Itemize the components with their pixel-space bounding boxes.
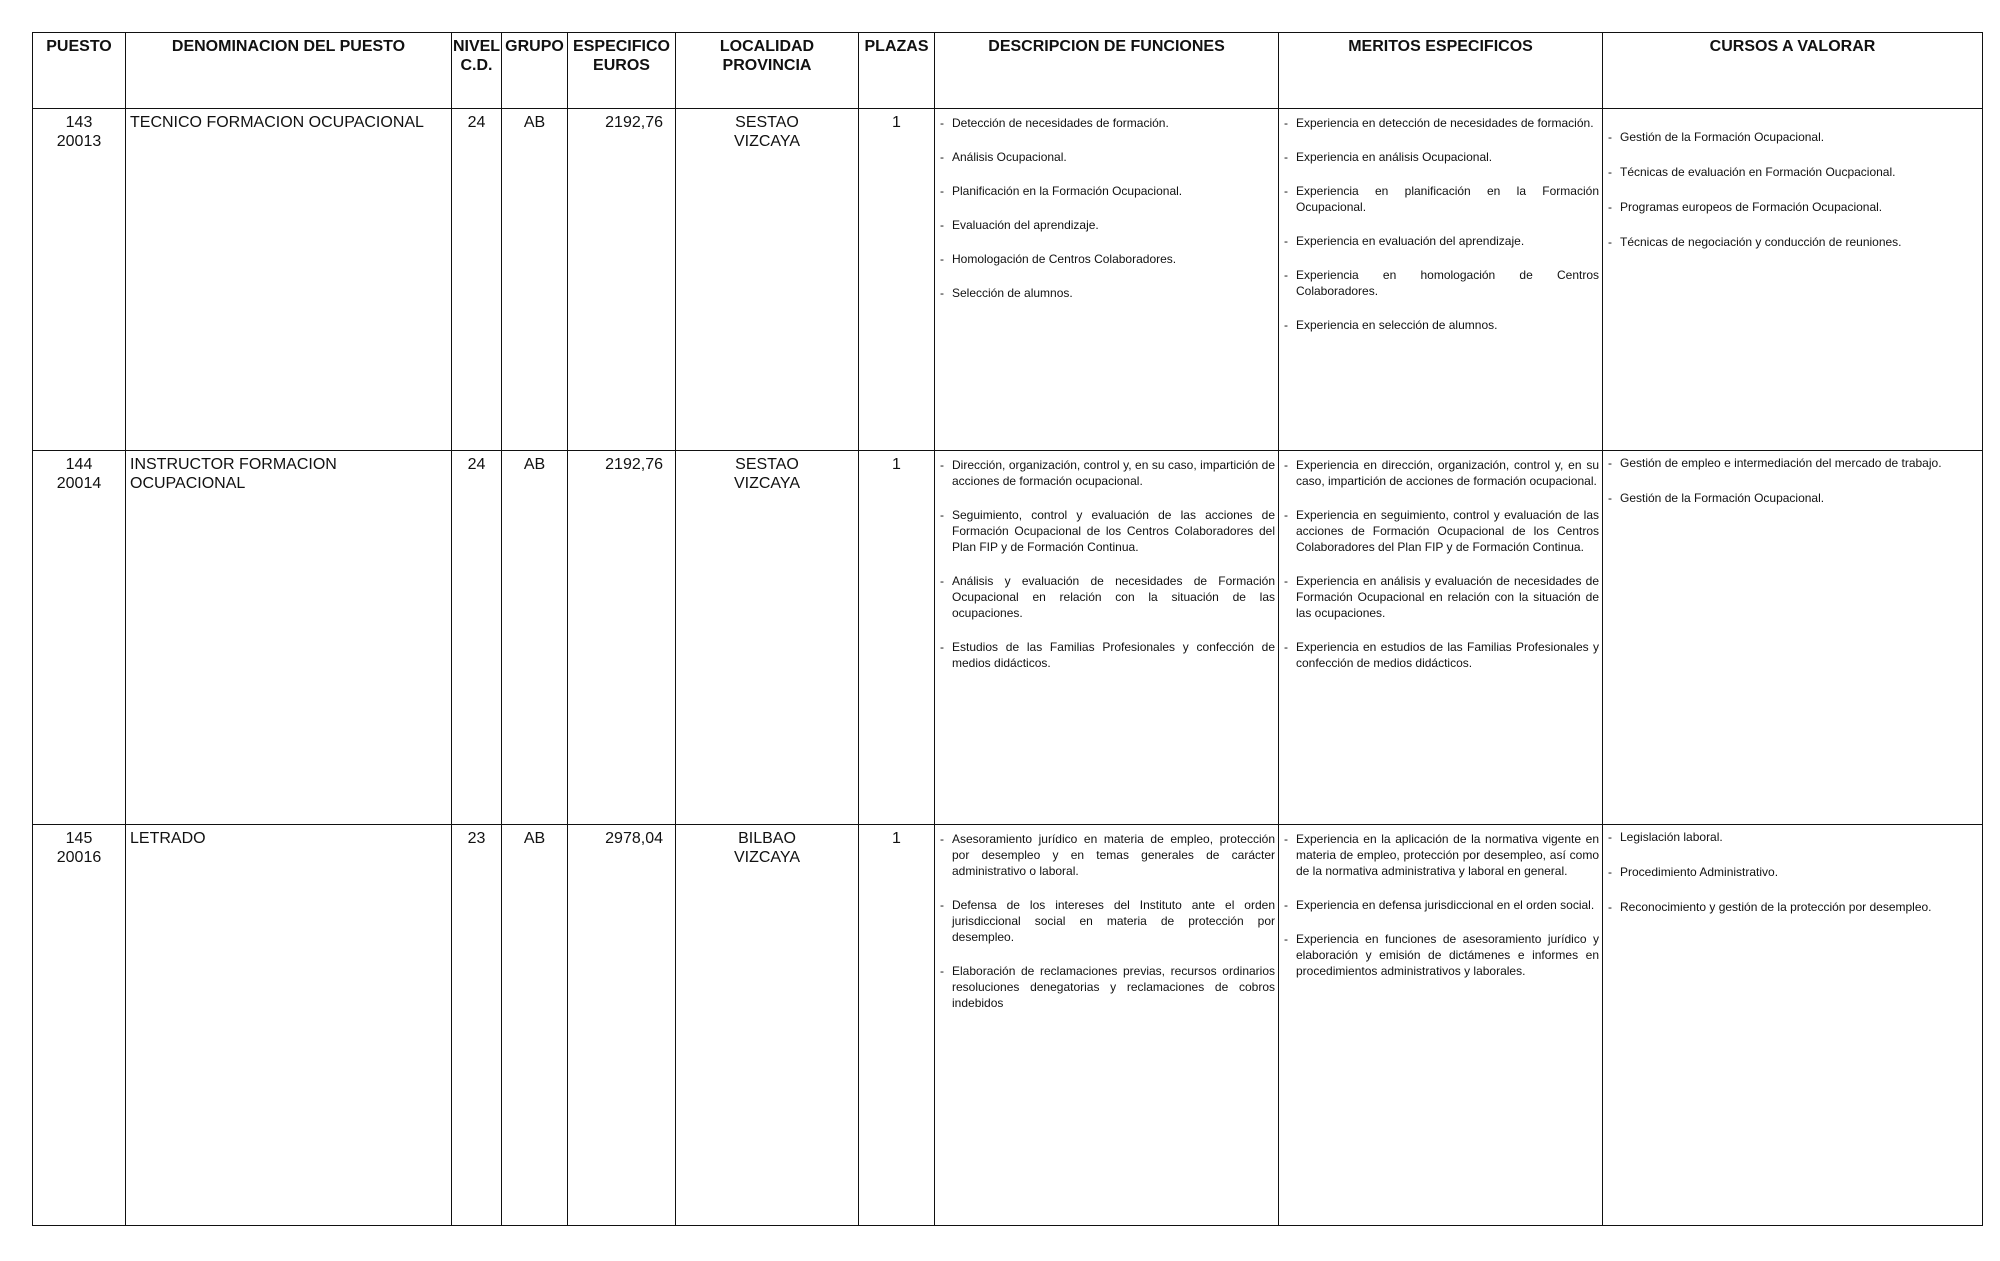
list-item: - Gestión de la Formación Ocupacional. bbox=[1606, 490, 1979, 506]
list-item: - Defensa de los intereses del Instituto ante el orden jurisdiccional social en materia de protección por desempleo. bbox=[938, 897, 1275, 945]
funciones-cell bbox=[935, 109, 1279, 451]
list-item: - Asesoramiento jurídico en materia de empleo, protección por desempleo y en temas generales de carácter administrativo o laboral. bbox=[938, 831, 1275, 879]
header-descripcion: DESCRIPCION DE FUNCIONES bbox=[935, 33, 1279, 109]
meritos-cell bbox=[1279, 825, 1603, 1226]
list-item: - Procedimiento Administrativo. bbox=[1606, 864, 1979, 880]
list-item: - Análisis y evaluación de necesidades de Formación Ocupacional en relación con la situación de las ocupaciones. bbox=[938, 573, 1275, 621]
list-item: - Planificación en la Formación Ocupacional. bbox=[938, 183, 1275, 199]
header-nivel: NIVEL C.D. bbox=[452, 33, 502, 109]
header-puesto: PUESTO bbox=[33, 33, 126, 109]
denominacion-cell: TECNICO FORMACION OCUPACIONAL bbox=[126, 109, 452, 451]
header-plazas: PLAZAS bbox=[859, 33, 935, 109]
plazas-cell: 1 bbox=[859, 825, 935, 1226]
denominacion-cell: LETRADO bbox=[126, 825, 452, 1226]
header-especifico: ESPECIFICO EUROS bbox=[568, 33, 676, 109]
job-positions-table bbox=[32, 32, 1983, 1226]
table-row bbox=[33, 825, 1983, 1226]
list-item: - Experiencia en dirección, organización, control y, en su caso, impartición de acciones de formación ocupacional. bbox=[1282, 457, 1599, 489]
header-meritos: MERITOS ESPECIFICOS bbox=[1279, 33, 1603, 109]
list-item: - Dirección, organización, control y, en su caso, impartición de acciones de formación ocupacional. bbox=[938, 457, 1275, 489]
localidad-cell: SESTAO VIZCAYA bbox=[676, 109, 859, 451]
table-row bbox=[33, 109, 1983, 451]
funciones-cell bbox=[935, 825, 1279, 1226]
puesto-cell: 143 20013 bbox=[33, 109, 126, 451]
list-item: - Experiencia en planificación en la Formación Ocupacional. bbox=[1282, 183, 1599, 215]
list-item: - Experiencia en detección de necesidades de formación. bbox=[1282, 115, 1599, 131]
list-item: - Selección de alumnos. bbox=[938, 285, 1275, 301]
header-grupo: GRUPO bbox=[502, 33, 568, 109]
list-item: - Gestión de la Formación Ocupacional. bbox=[1606, 129, 1979, 145]
list-item: - Experiencia en análisis y evaluación de necesidades de Formación Ocupacional en relación con la situación de las ocupaciones. bbox=[1282, 573, 1599, 621]
list-item: - Reconocimiento y gestión de la protección por desempleo. bbox=[1606, 899, 1979, 915]
header-cursos: CURSOS A VALORAR bbox=[1603, 33, 1983, 109]
especifico-cell: 2192,76 bbox=[568, 109, 676, 451]
cursos-cell bbox=[1603, 825, 1983, 1226]
nivel-cell: 24 bbox=[452, 451, 502, 825]
localidad-cell: SESTAO VIZCAYA bbox=[676, 451, 859, 825]
header-denominacion: DENOMINACION DEL PUESTO bbox=[126, 33, 452, 109]
cursos-cell bbox=[1603, 451, 1983, 825]
list-item: - Experiencia en la aplicación de la normativa vigente en materia de empleo, protección por desempleo, así como de la normativa administrativa y laboral en general. bbox=[1282, 831, 1599, 879]
list-item: - Elaboración de reclamaciones previas, recursos ordinarios resoluciones denegatorias y reclamaciones de cobros indebidos bbox=[938, 963, 1275, 1011]
list-item: - Experiencia en funciones de asesoramiento jurídico y elaboración y emisión de dictámenes e informes en procedimientos administrativos y laborales. bbox=[1282, 931, 1599, 979]
list-item: - Experiencia en estudios de las Familias Profesionales y confección de medios didácticos. bbox=[1282, 639, 1599, 671]
plazas-cell: 1 bbox=[859, 451, 935, 825]
list-item: - Experiencia en análisis Ocupacional. bbox=[1282, 149, 1599, 165]
table-row bbox=[33, 451, 1983, 825]
meritos-cell bbox=[1279, 451, 1603, 825]
list-item: - Programas europeos de Formación Ocupacional. bbox=[1606, 199, 1979, 215]
header-localidad: LOCALIDAD PROVINCIA bbox=[676, 33, 859, 109]
list-item: - Análisis Ocupacional. bbox=[938, 149, 1275, 165]
list-item: - Técnicas de negociación y conducción de reuniones. bbox=[1606, 234, 1979, 250]
cursos-cell bbox=[1603, 109, 1983, 451]
especifico-cell: 2192,76 bbox=[568, 451, 676, 825]
denominacion-cell: INSTRUCTOR FORMACION OCUPACIONAL bbox=[126, 451, 452, 825]
header-row bbox=[33, 33, 1983, 109]
list-item: - Experiencia en evaluación del aprendizaje. bbox=[1282, 233, 1599, 249]
list-item: - Gestión de empleo e intermediación del mercado de trabajo. bbox=[1606, 455, 1979, 471]
localidad-cell: BILBAO VIZCAYA bbox=[676, 825, 859, 1226]
list-item: - Estudios de las Familias Profesionales y confección de medios didácticos. bbox=[938, 639, 1275, 671]
list-item: - Homologación de Centros Colaboradores. bbox=[938, 251, 1275, 267]
grupo-cell: AB bbox=[502, 451, 568, 825]
especifico-cell: 2978,04 bbox=[568, 825, 676, 1226]
funciones-cell bbox=[935, 451, 1279, 825]
grupo-cell: AB bbox=[502, 825, 568, 1226]
plazas-cell: 1 bbox=[859, 109, 935, 451]
list-item: - Legislación laboral. bbox=[1606, 829, 1979, 845]
nivel-cell: 24 bbox=[452, 109, 502, 451]
list-item: - Experiencia en homologación de Centros Colaboradores. bbox=[1282, 267, 1599, 299]
list-item: - Técnicas de evaluación en Formación Oucpacional. bbox=[1606, 164, 1979, 180]
list-item: - Seguimiento, control y evaluación de las acciones de Formación Ocupacional de los Centros Colaboradores del Plan FIP y de Formación Continua. bbox=[938, 507, 1275, 555]
list-item: - Experiencia en defensa jurisdiccional en el orden social. bbox=[1282, 897, 1599, 913]
puesto-cell: 145 20016 bbox=[33, 825, 126, 1226]
nivel-cell: 23 bbox=[452, 825, 502, 1226]
list-item: - Experiencia en seguimiento, control y evaluación de las acciones de Formación Ocupacional de los Centros Colaboradores del Plan FIP y de Formación Continua. bbox=[1282, 507, 1599, 555]
list-item: - Experiencia en selección de alumnos. bbox=[1282, 317, 1599, 333]
puesto-cell: 144 20014 bbox=[33, 451, 126, 825]
grupo-cell: AB bbox=[502, 109, 568, 451]
list-item: - Evaluación del aprendizaje. bbox=[938, 217, 1275, 233]
list-item: - Detección de necesidades de formación. bbox=[938, 115, 1275, 131]
meritos-cell bbox=[1279, 109, 1603, 451]
